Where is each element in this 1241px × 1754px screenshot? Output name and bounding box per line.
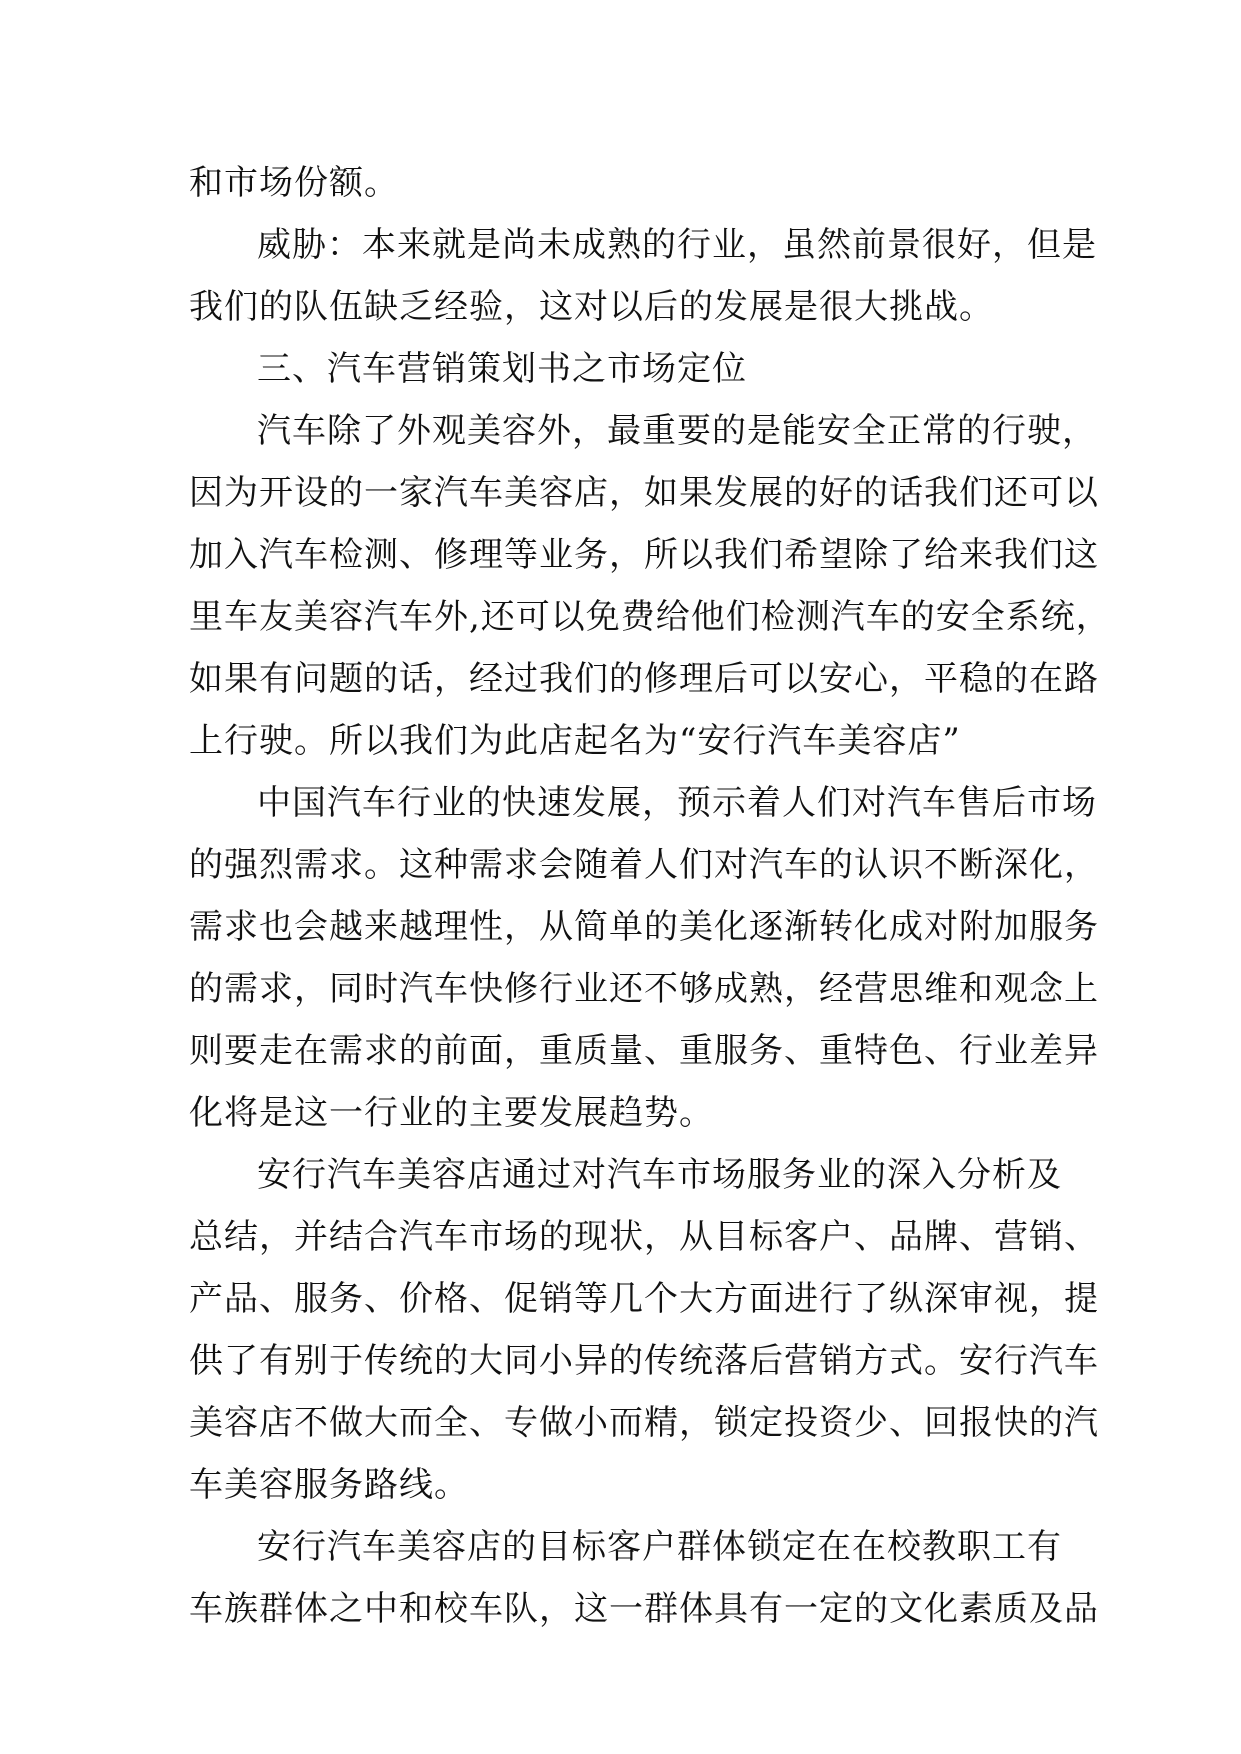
section-heading: 三、汽车营销策划书之市场定位 [257,349,747,389]
document-body [189,152,1111,1640]
text-line: 产品、服务、价格、促销等几个大方面进行了纵深审视，提 [189,1279,1099,1319]
text-line: 美容店不做大而全、专做小而精，锁定投资少、回报快的汽 [189,1403,1099,1443]
text-line: 需求也会越来越理性，从简单的美化逐渐转化成对附加服务 [189,907,1099,947]
text-line: 供了有别于传统的大同小异的传统落后营销方式。安行汽车 [189,1341,1099,1381]
text-line: 如果有问题的话，经过我们的修理后可以安心，平稳的在路 [189,659,1099,699]
text-line: 和市场份额。 [189,163,399,203]
text-line: 汽车除了外观美容外，最重要的是能安全正常的行驶， [257,411,1097,451]
text-line: 上行驶。所以我们为此店起名为“安行汽车美容店” [189,721,961,761]
text-line: 车美容服务路线。 [189,1465,469,1505]
text-line: 的需求，同时汽车快修行业还不够成熟，经营思维和观念上 [189,969,1099,1009]
text-line: 总结，并结合汽车市场的现状，从目标客户、品牌、营销、 [189,1217,1099,1257]
text-line: 车族群体之中和校车队，这一群体具有一定的文化素质及品 [189,1589,1099,1629]
text-line: 中国汽车行业的快速发展，预示着人们对汽车售后市场 [257,783,1097,823]
text-line: 威胁：本来就是尚未成熟的行业，虽然前景很好，但是 [257,225,1097,265]
text-line: 安行汽车美容店的目标客户群体锁定在在校教职工有 [257,1527,1062,1567]
text-line: 加入汽车检测、修理等业务，所以我们希望除了给来我们这 [189,535,1099,575]
text-line: 则要走在需求的前面，重质量、重服务、重特色、行业差异 [189,1031,1099,1071]
text-line: 因为开设的一家汽车美容店，如果发展的好的话我们还可以 [189,473,1099,513]
text-line: 里车友美容汽车外,还可以免费给他们检测汽车的安全系统， [189,597,1111,637]
text-line: 安行汽车美容店通过对汽车市场服务业的深入分析及 [257,1155,1062,1195]
text-line: 化将是这一行业的主要发展趋势。 [189,1093,714,1133]
text-line: 的强烈需求。这种需求会随着人们对汽车的认识不断深化， [189,845,1099,885]
text-line: 我们的队伍缺乏经验，这对以后的发展是很大挑战。 [189,287,994,327]
